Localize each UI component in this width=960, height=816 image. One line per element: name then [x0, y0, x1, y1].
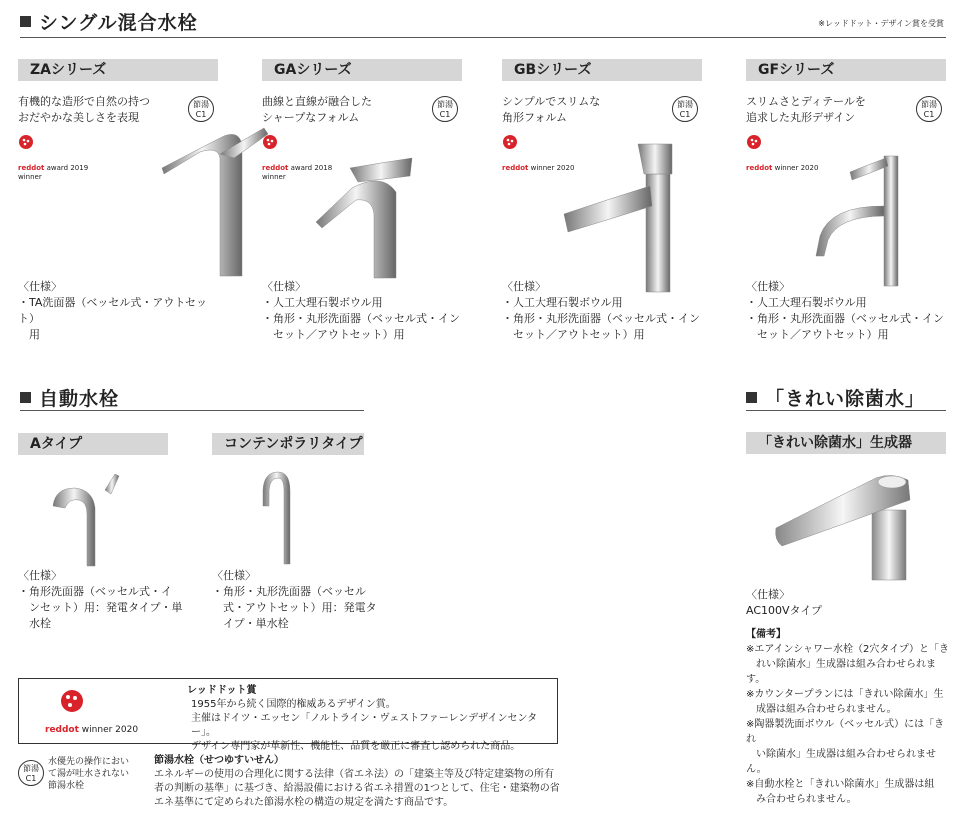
kirei-faucet-image	[772, 470, 922, 582]
series-description: スリムさとディテールを 追求した丸形デザイン	[746, 95, 866, 124]
reddot-logo-icon	[18, 134, 34, 150]
auto-a-spec: 〈仕様〉 ・角形洗面器（ベッセル式・イ ンセット）用：発電タイプ・単 水栓	[18, 569, 183, 630]
reddot-logo-icon	[746, 134, 762, 150]
reddot-award-label: reddot award 2018 winner	[262, 164, 333, 181]
setsuyu-c1-badge-icon: 節湯 C1	[188, 96, 214, 122]
series-spec: 〈仕様〉 ・人工大理石製ボウル用 ・角形・丸形洗面器（ベッセル式・イン セット／アウトセット）用	[262, 280, 460, 341]
reddot-info-box	[18, 678, 558, 752]
kirei-product-bar: 「きれい除菌水」生成器	[746, 432, 946, 454]
setsuyu-c1-badge-icon: 節湯 C1	[432, 96, 458, 122]
section-title-kirei: 「きれい除菌水」	[746, 384, 925, 411]
section-rule	[20, 410, 364, 411]
reddot-winner-label: reddot winner 2020	[45, 725, 139, 735]
faucet-image	[790, 136, 910, 300]
reddot-logo-icon	[502, 134, 518, 150]
series-spec: 〈仕様〉 ・TA洗面器（ベッセル式・アウトセット） 用	[18, 280, 208, 341]
series-spec: 〈仕様〉 ・人工大理石製ボウル用 ・角形・丸形洗面器（ベッセル式・イン セット／アウトセット）用	[746, 280, 944, 341]
series-spec: 〈仕様〉 ・人工大理石製ボウル用 ・角形・丸形洗面器（ベッセル式・イン セット／アウトセット）用	[502, 280, 700, 341]
reddot-award-label: reddot award 2019 winner	[18, 164, 89, 181]
section-title-auto: 自動水栓	[20, 384, 119, 411]
section-rule	[746, 410, 946, 411]
award-note: ※レッドドット・デザイン賞を受賞	[818, 19, 944, 28]
kirei-spec: 〈仕様〉 AC100Vタイプ	[746, 588, 822, 617]
faucet-image	[300, 128, 420, 292]
series-description: シンプルでスリムな 角形フォルム	[502, 95, 601, 124]
faucet-a-image	[45, 468, 135, 568]
series-description: 曲線と直線が融合した シャープなフォルム	[262, 95, 372, 124]
reddot-description: レッドドット賞 1955年から続く国際的権威あるデザイン賞。 主催はドイツ・エッセン「ノルトライン・ヴェストファーレンデザインセンター」。 デザイン専門家が革新性、機能性、品質を厳正に審査し認められた商品。	[187, 685, 538, 752]
faucet-image	[560, 134, 690, 298]
setsuyu-badge-icon: 節湯 C1	[18, 760, 44, 786]
setsuyu-c1-badge-icon: 節湯 C1	[916, 96, 942, 122]
series-name-bar: ZAシリーズ	[18, 59, 218, 81]
section-rule	[20, 37, 946, 38]
type-bar-a: Aタイプ	[18, 433, 168, 455]
series-description: 有機的な造形で自然の持つ おだやかな美しさを表現	[18, 95, 150, 124]
square-bullet-icon	[20, 392, 31, 403]
auto-contemporary-spec: 〈仕様〉 ・角形・丸形洗面器（ベッセル 式・アウトセット）用：発電タ イプ・単水栓	[212, 569, 377, 630]
reddot-logo-icon	[262, 134, 278, 150]
setsuyu-description: 節湯水栓（せつゆすいせん） エネルギーの使用の合理化に関する法律（省エネ法）の「建築主等及び特定建築物の所有 者の判断の基準」に基づき、給湯設備における省エネ措置の1つとして、住宅・建築物の省 エネ基準にて定められた節湯水栓の構造の規定を満たす商品です。	[154, 755, 560, 808]
section-title-single: シングル混合水栓	[20, 8, 198, 35]
square-bullet-icon	[20, 16, 31, 27]
reddot-logo-icon	[55, 687, 89, 717]
series-name-bar: GBシリーズ	[502, 59, 702, 81]
kirei-notes: 【備考】 ※エアインシャワー水栓（2穴タイプ）と「き れい除菌水」生成器は組み合わせられます。 ※カウンタープランには「きれい除菌水」生 成器は組み合わせられません。 ※陶器製洗面ボウル（ベッセル式）には「きれ い除菌水」生成器は組み合わせられません。 ※自動水栓と「きれい除菌水」生成器は組 み合わせられません。	[746, 629, 949, 805]
type-bar-contemporary: コンテンポラリタイプ	[212, 433, 364, 455]
setsuyu-caption: 水優先の操作におい て湯が吐水されない 節湯水栓	[48, 757, 130, 791]
reddot-award-label: reddot winner 2020	[502, 164, 575, 172]
setsuyu-c1-badge-icon: 節湯 C1	[672, 96, 698, 122]
series-name-bar: GAシリーズ	[262, 59, 462, 81]
faucet-contemporary-image	[250, 466, 310, 566]
reddot-award-label: reddot winner 2020	[746, 164, 819, 172]
series-name-bar: GFシリーズ	[746, 59, 946, 81]
square-bullet-icon	[746, 392, 757, 403]
